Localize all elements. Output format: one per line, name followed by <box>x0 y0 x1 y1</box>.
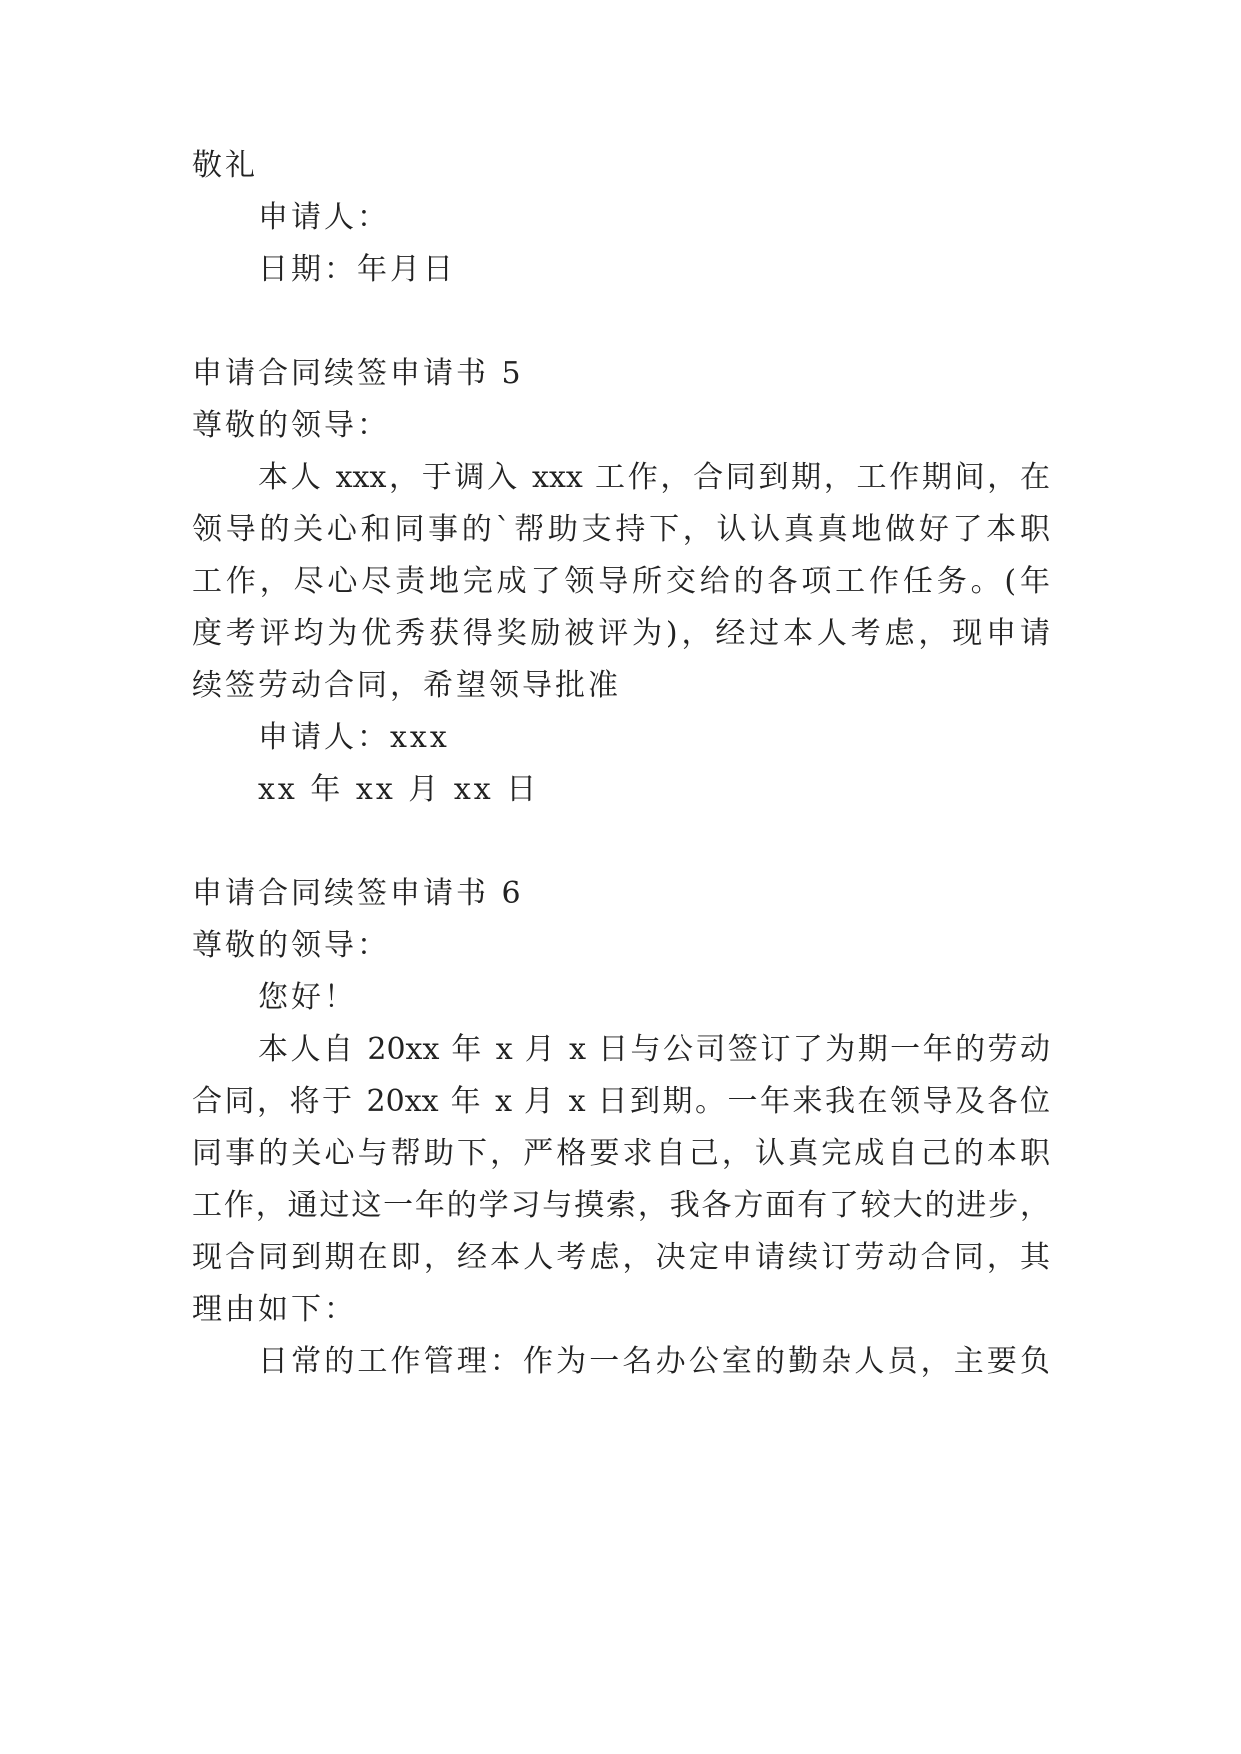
letter5-applicant: 申请人：xxx <box>258 720 450 755</box>
letter5-body-line: 领导的关心和同事的`帮助支持下，认认真真地做好了本职 <box>192 512 1050 547</box>
letter5-date: xx 年 xx 月 xx 日 <box>258 772 540 807</box>
letter6-body-line: 同事的关心与帮助下，严格要求自己，认真完成自己的本职 <box>192 1136 1050 1171</box>
letter6-body-line: 本人自 20xx 年 x 月 x 日与公司签订了为期一年的劳动 <box>258 1032 1050 1067</box>
applicant-label: 申请人： <box>258 200 390 235</box>
letter6-hello: 您好！ <box>258 980 357 1015</box>
letter5-body-line: 本人 xxx，于调入 xxx 工作，合同到期，工作期间，在 <box>258 460 1050 495</box>
letter6-paragraph2-line: 日常的工作管理：作为一名办公室的勤杂人员，主要负 <box>258 1344 1050 1379</box>
letter6-body-line: 理由如下： <box>192 1292 357 1327</box>
date-label: 日期：年月日 <box>258 252 456 287</box>
letter6-body-line: 现合同到期在即，经本人考虑，决定申请续订劳动合同，其 <box>192 1240 1050 1275</box>
letter5-body-line: 度考评均为优秀获得奖励被评为)，经过本人考虑，现申请 <box>192 616 1050 651</box>
letter6-greeting: 尊敬的领导： <box>192 928 390 963</box>
letter6-body-line: 工作，通过这一年的学习与摸索，我各方面有了较大的进步， <box>192 1188 1050 1223</box>
letter6-body-line: 合同，将于 20xx 年 x 月 x 日到期。一年来我在领导及各位 <box>192 1084 1050 1119</box>
letter5-greeting: 尊敬的领导： <box>192 408 390 443</box>
letter5-body-line: 续签劳动合同，希望领导批准 <box>192 668 621 703</box>
closing-salute: 敬礼 <box>192 148 258 183</box>
letter5-body-line: 工作，尽心尽责地完成了领导所交给的各项工作任务。(年 <box>192 564 1050 599</box>
letter5-title: 申请合同续签申请书 5 <box>192 356 524 391</box>
letter6-title: 申请合同续签申请书 6 <box>192 876 524 911</box>
